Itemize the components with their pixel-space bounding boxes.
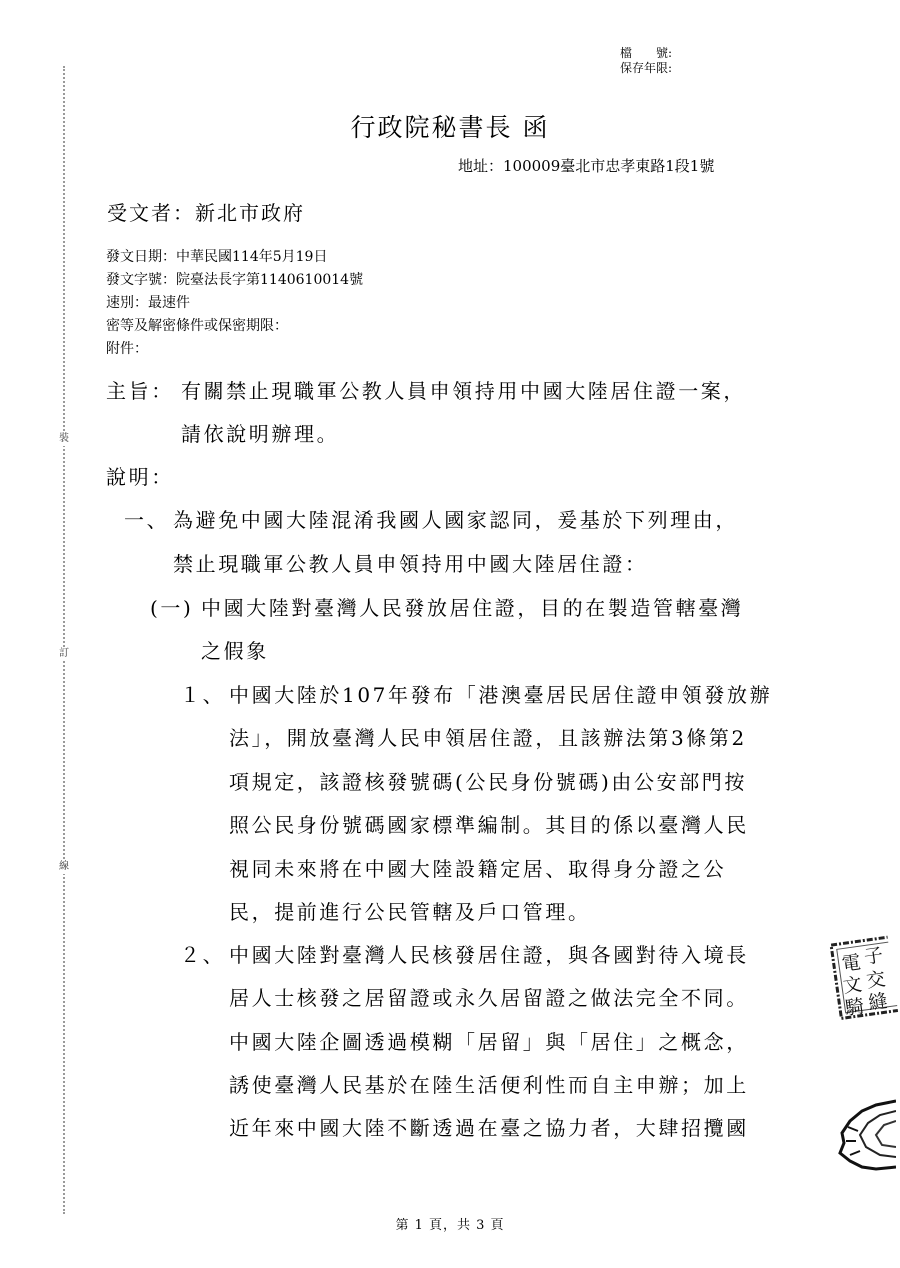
seal-fragment-icon bbox=[836, 1097, 896, 1172]
binding-mark-xian: 線 bbox=[59, 861, 69, 872]
point-2-line: 中國大陸對臺灣人民核發居住證，與各國對待入境長 bbox=[229, 943, 749, 967]
electronic-seam-stamp bbox=[828, 934, 899, 1022]
point-2-line: 中國大陸企圖透過模糊「居留」與「居住」之概念， bbox=[229, 1030, 749, 1054]
item-1-line-1: 為避免中國大陸混淆我國人國家認同，爰基於下列理由， bbox=[173, 508, 738, 532]
page-footer: 第 1 頁，共 3 頁 bbox=[395, 1218, 505, 1233]
point-2-line: 居人士核發之居留證或永久居留證之做法完全不同。 bbox=[229, 986, 749, 1010]
recipient: 受文者：新北市政府 bbox=[107, 201, 305, 225]
point-1-line: 民，提前進行公民管轄及戶口管理。 bbox=[229, 900, 591, 924]
sender-address: 地址：100009臺北市忠孝東路1段1號 bbox=[458, 157, 715, 175]
confidentiality: 密等及解密條件或保密期限： bbox=[106, 318, 288, 334]
document-title: 行政院秘書長 函 bbox=[350, 113, 550, 142]
file-number-label: 檔 號: bbox=[620, 46, 673, 60]
sub-1-line-1: 中國大陸對臺灣人民發放居住證，目的在製造管轄臺灣 bbox=[201, 596, 744, 620]
point-1-line: 項規定，該證核發號碼(公民身份號碼)由公安部門按 bbox=[229, 770, 748, 794]
attachments: 附件： bbox=[106, 341, 148, 357]
point-2-line: 誘使臺灣人民基於在陸生活便利性而自主申辦；加上 bbox=[229, 1073, 749, 1097]
point-2-marker: ２、 bbox=[180, 943, 226, 967]
sub-1-marker: (一) bbox=[150, 596, 194, 620]
explanation-label: 說明： bbox=[106, 465, 174, 489]
subject-line-2: 請依說明辦理。 bbox=[181, 422, 340, 446]
stamp-char: 交 bbox=[864, 968, 887, 993]
point-1-marker: １、 bbox=[180, 683, 226, 707]
point-2-line: 近年來中國大陸不斷透過在臺之協力者，大肆招攬國 bbox=[229, 1116, 749, 1140]
stamp-char: 電 bbox=[840, 951, 863, 976]
binding-mark-zhuang: 裝 bbox=[59, 433, 69, 444]
issue-date: 發文日期：中華民國114年5月19日 bbox=[106, 249, 328, 265]
stamp-char: 縫 bbox=[867, 989, 889, 1015]
item-1-marker: 一、 bbox=[124, 508, 170, 532]
retention-label: 保存年限: bbox=[620, 61, 673, 75]
binding-mark-ding: 訂 bbox=[59, 648, 69, 659]
stamp-char: 文 bbox=[841, 973, 864, 998]
file-meta bbox=[620, 46, 672, 76]
point-1-line: 照公民身份號碼國家標準編制。其目的係以臺灣人民 bbox=[229, 813, 749, 837]
stamp-char: 騎 bbox=[843, 995, 866, 1020]
stamp-char: 子 bbox=[862, 944, 885, 969]
document-number: 發文字號：院臺法長字第1140610014號 bbox=[106, 272, 364, 288]
binding-margin-line bbox=[63, 66, 65, 1214]
delivery-speed: 速別：最速件 bbox=[106, 295, 190, 311]
subject-label: 主旨： bbox=[106, 379, 174, 403]
sub-1-line-2: 之假象 bbox=[201, 639, 269, 663]
subject-line-1: 有關禁止現職軍公教人員申領持用中國大陸居住證一案， bbox=[181, 379, 746, 403]
point-1-line: 視同未來將在中國大陸設籍定居、取得身分證之公 bbox=[229, 857, 727, 881]
item-1-line-2: 禁止現職軍公教人員申領持用中國大陸居住證： bbox=[173, 552, 648, 576]
document-meta bbox=[106, 246, 363, 361]
point-1-line: 法」，開放臺灣人民申領居住證，且該辦法第3條第2 bbox=[229, 726, 747, 750]
point-1-line: 中國大陸於107年發布「港澳臺居民居住證申領發放辦 bbox=[229, 683, 773, 707]
